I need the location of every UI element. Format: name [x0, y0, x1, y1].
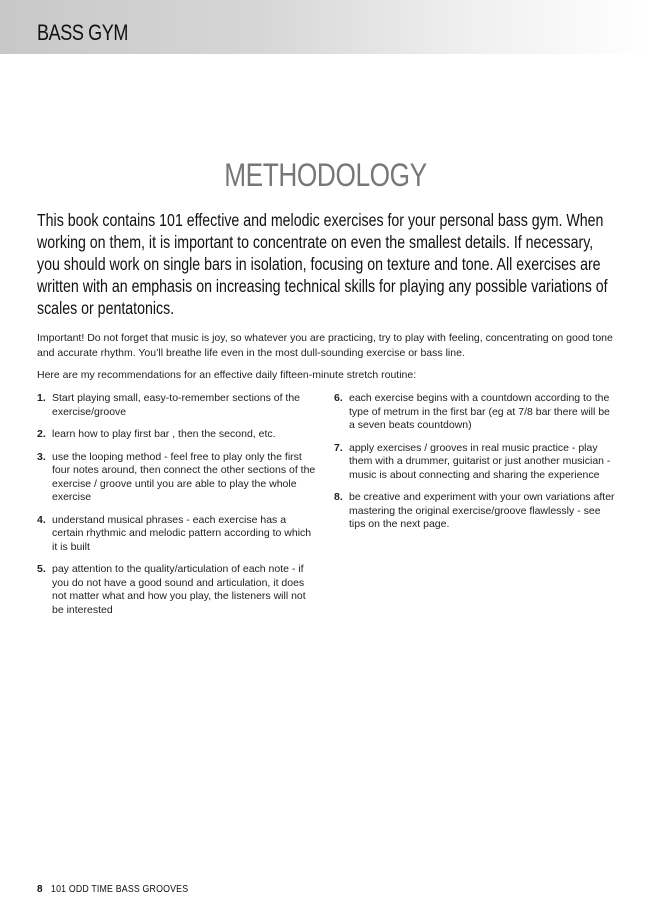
list-item-text: pay attention to the quality/articulation of each note - if you do not have a good sound and articulation, it does not matter what and how you play, the listeners will not be interested [52, 563, 306, 616]
list-item-text: understand musical phrases - each exercise has a certain rhythmic and melodic pattern according to which it is built [52, 513, 312, 553]
page-title-text: METHODOLOGY [223, 157, 427, 193]
list-item-number: 2. [37, 428, 46, 440]
list-item [334, 392, 616, 433]
list-item [37, 451, 319, 505]
list-item-number: 6. [334, 392, 343, 404]
page-title [0, 157, 650, 194]
list-item-text: be creative and experiment with your own variations after mastering the original exercise/groove flawlessly - see tips on the next page. [349, 491, 615, 530]
section-header-title: BASS GYM [37, 20, 128, 45]
list-item-text: each exercise begins with a countdown according to the type of metrum in the first bar (eg at 7/8 bar there will be a seven beats countdown) [349, 392, 610, 431]
list-item-number: 3. [37, 450, 46, 463]
list-item-number: 8. [334, 491, 343, 503]
list-item-text: apply exercises / grooves in real music practice - play them with a drummer, guitarist or just another musician - music is about connecting and sharing the experience [349, 441, 611, 481]
list-item [334, 442, 616, 483]
list-item [37, 514, 319, 555]
important-paragraph: Important! Do not forget that music is joy, so whatever you are practicing, try to play with feeling, concentrating on good tone and accurate rhythm. You’ll breathe life even in the most dull-sounding exercise or bass line. [37, 332, 613, 359]
recommendations-list-left [37, 392, 319, 626]
list-item-text: use the looping method - feel free to play only the first four notes around, then connect the other sections of the exercise / groove until you are able to play the whole exercise [52, 450, 316, 503]
page-footer [37, 884, 207, 895]
list-item [37, 428, 319, 442]
list-item [334, 491, 616, 532]
recommendations-list-right [334, 392, 616, 541]
list-item-number: 1. [37, 392, 46, 404]
recommendations-intro: Here are my recommendations for an effective daily fifteen-minute stretch routine: [37, 369, 417, 381]
list-item-text: Start playing small, easy-to-remember sections of the exercise/groove [52, 392, 301, 418]
list-item-text: learn how to play first bar , then the second, etc. [52, 428, 276, 440]
list-item [37, 563, 319, 617]
book-title: 101 ODD TIME BASS GROOVES [50, 884, 188, 895]
list-item-number: 7. [334, 441, 343, 454]
list-item [37, 392, 319, 419]
lead-paragraph: This book contains 101 effective and melodic exercises for your personal bass gym. When working on them, it is important to concentrate on even the smallest details. If necessary, you should work on single bars in isolation, focusing on texture and tone. All exercises are written with an emphasis on increasing technical skills for playing any possible variations of scales or pentatonics. [37, 210, 608, 318]
list-item-number: 5. [37, 563, 46, 575]
page-number: 8 [37, 884, 43, 895]
list-item-number: 4. [37, 513, 46, 526]
